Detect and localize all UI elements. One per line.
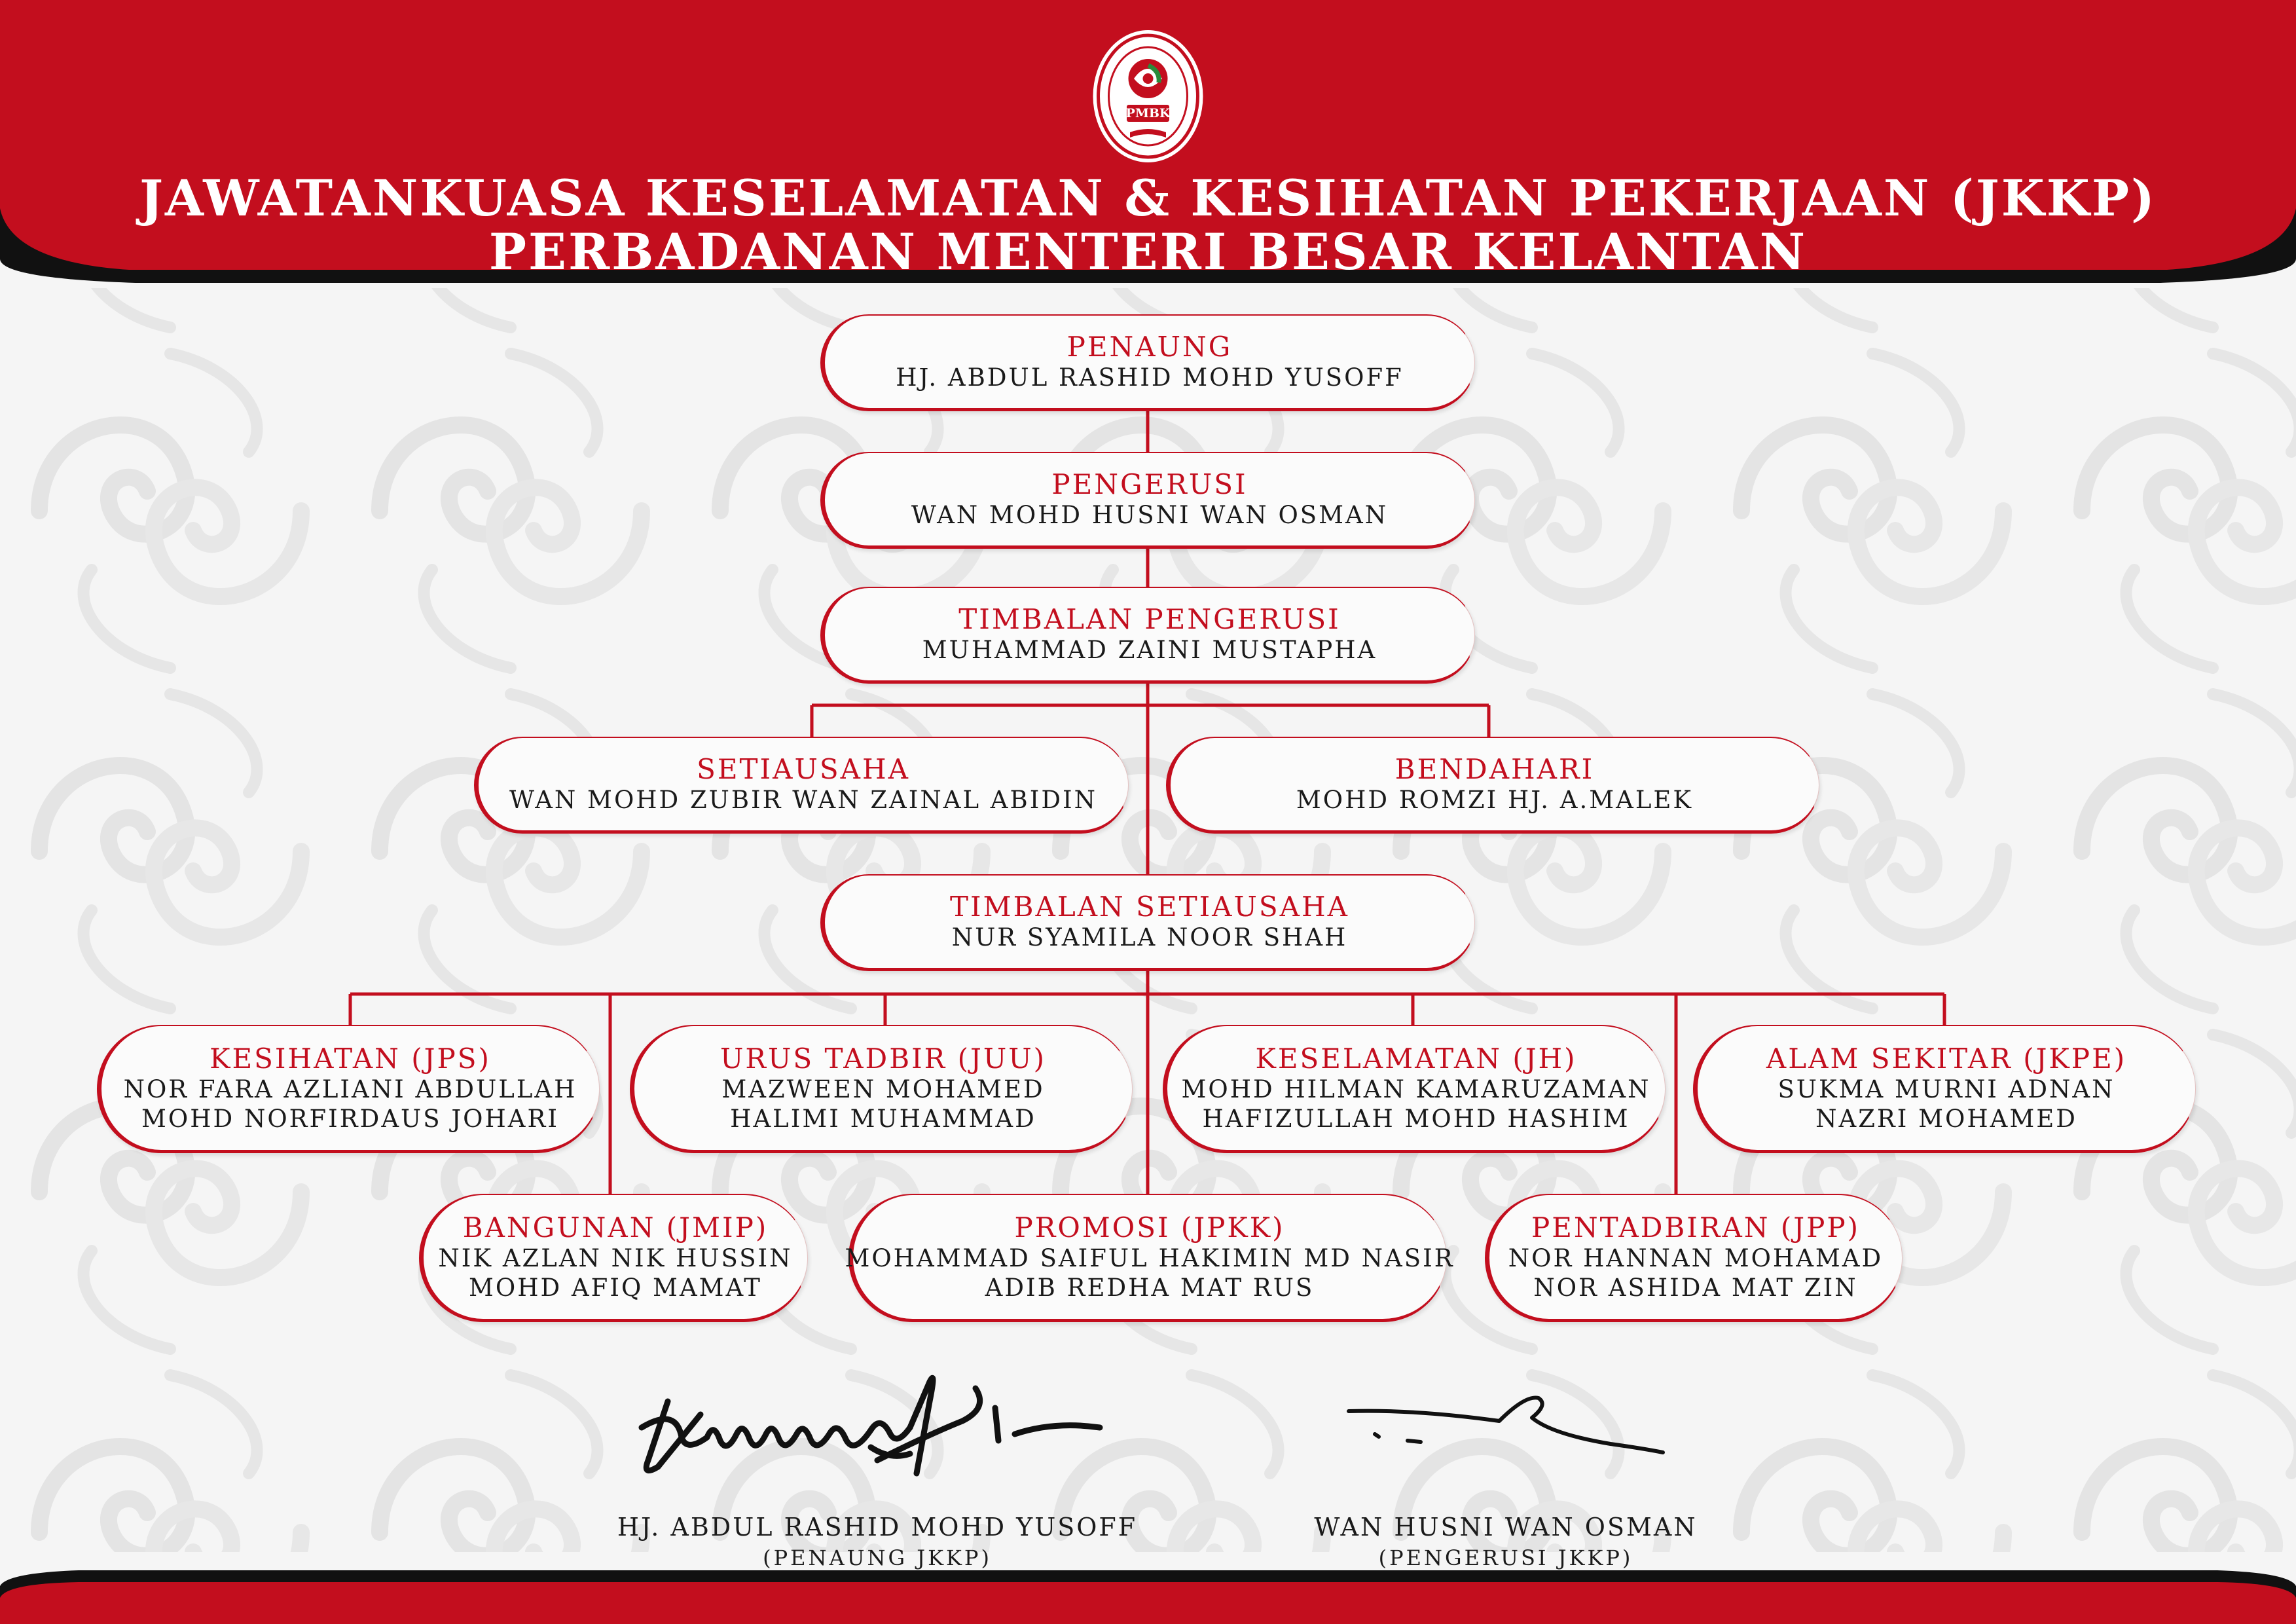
node-role: TIMBALAN SETIAUSAHA <box>950 891 1349 923</box>
node-pentadbiran <box>1485 1194 1903 1322</box>
node-bangunan <box>419 1194 808 1322</box>
signature-title-penaung: (PENAUNG JKKP) <box>763 1545 992 1570</box>
node-timbalan-setiausaha <box>820 874 1475 971</box>
node-timbalan-pengerusi <box>820 587 1475 684</box>
node-name: NAZRI MOHAMED <box>1815 1104 2077 1133</box>
page-title: JAWATANKUASA KESELAMATAN & KESIHATAN PEKERJAAN (JKKP) <box>139 169 2157 227</box>
node-role: PENTADBIRAN (JPP) <box>1531 1211 1861 1244</box>
node-name: NOR HANNAN MOHAMAD <box>1508 1244 1884 1272</box>
node-role: ALAM SEKITAR (JKPE) <box>1766 1042 2127 1075</box>
node-keselamatan <box>1163 1025 1666 1153</box>
node-setiausaha <box>474 737 1129 834</box>
node-role: BANGUNAN (JMIP) <box>462 1211 769 1244</box>
node-role: BENDAHARI <box>1394 753 1595 785</box>
signature-title-pengerusi: (PENGERUSI JKKP) <box>1378 1545 1633 1570</box>
node-role: KESELAMATAN (JH) <box>1255 1042 1577 1075</box>
node-alam-sekitar <box>1693 1025 2196 1153</box>
node-role: URUS TADBIR (JUU) <box>720 1042 1047 1075</box>
node-role: PENAUNG <box>1066 331 1233 363</box>
logo-text: PMBK <box>1125 106 1171 120</box>
signature-penaung <box>622 1362 1133 1493</box>
signature-name-penaung: HJ. ABDUL RASHID MOHD YUSOFF <box>617 1513 1138 1541</box>
pmbk-logo <box>1091 28 1205 165</box>
node-name: NOR FARA AZLIANI ABDULLAH <box>123 1075 577 1103</box>
node-role: SETIAUSAHA <box>697 753 910 785</box>
node-name: MOHD ROMZI HJ. A.MALEK <box>1296 786 1694 814</box>
node-role: PENGERUSI <box>1051 468 1248 500</box>
node-name: MUHAMMAD ZAINI MUSTAPHA <box>922 636 1377 664</box>
node-name: NOR ASHIDA MAT ZIN <box>1533 1273 1858 1302</box>
node-name: ADIB REDHA MAT RUS <box>985 1273 1315 1302</box>
node-name: WAN MOHD ZUBIR WAN ZAINAL ABIDIN <box>509 786 1097 814</box>
node-urus-tadbir <box>630 1025 1133 1153</box>
node-role: TIMBALAN PENGERUSI <box>958 603 1341 635</box>
node-promosi <box>845 1194 1455 1322</box>
node-role: PROMOSI (JPKK) <box>1014 1211 1285 1244</box>
node-pengerusi <box>820 452 1475 549</box>
node-bendahari <box>1166 737 1819 834</box>
node-name: MAZWEEN MOHAMED <box>721 1075 1045 1103</box>
node-name: SUKMA MURNI ADNAN <box>1777 1075 2115 1103</box>
node-name: MOHD HILMAN KAMARUZAMAN <box>1181 1075 1651 1103</box>
node-kesihatan <box>97 1025 600 1153</box>
node-name: MOHD NORFIRDAUS JOHARI <box>141 1104 559 1133</box>
node-name: HJ. ABDUL RASHID MOHD YUSOFF <box>896 363 1404 392</box>
node-name: NIK AZLAN NIK HUSSIN <box>438 1244 793 1272</box>
signature-pengerusi <box>1336 1388 1676 1480</box>
node-name: HALIMI MUHAMMAD <box>730 1104 1036 1133</box>
node-name: MOHD AFIQ MAMAT <box>469 1273 762 1302</box>
node-name: MOHAMMAD SAIFUL HAKIMIN MD NASIR <box>845 1244 1455 1272</box>
node-role: KESIHATAN (JPS) <box>210 1042 491 1075</box>
page-subtitle: PERBADANAN MENTERI BESAR KELANTAN <box>488 223 1808 281</box>
node-name: WAN MOHD HUSNI WAN OSMAN <box>911 501 1389 529</box>
node-name: HAFIZULLAH MOHD HASHIM <box>1202 1104 1630 1133</box>
node-name: NUR SYAMILA NOOR SHAH <box>951 923 1348 951</box>
node-penaung <box>820 314 1475 411</box>
signature-name-pengerusi: WAN HUSNI WAN OSMAN <box>1314 1513 1698 1541</box>
